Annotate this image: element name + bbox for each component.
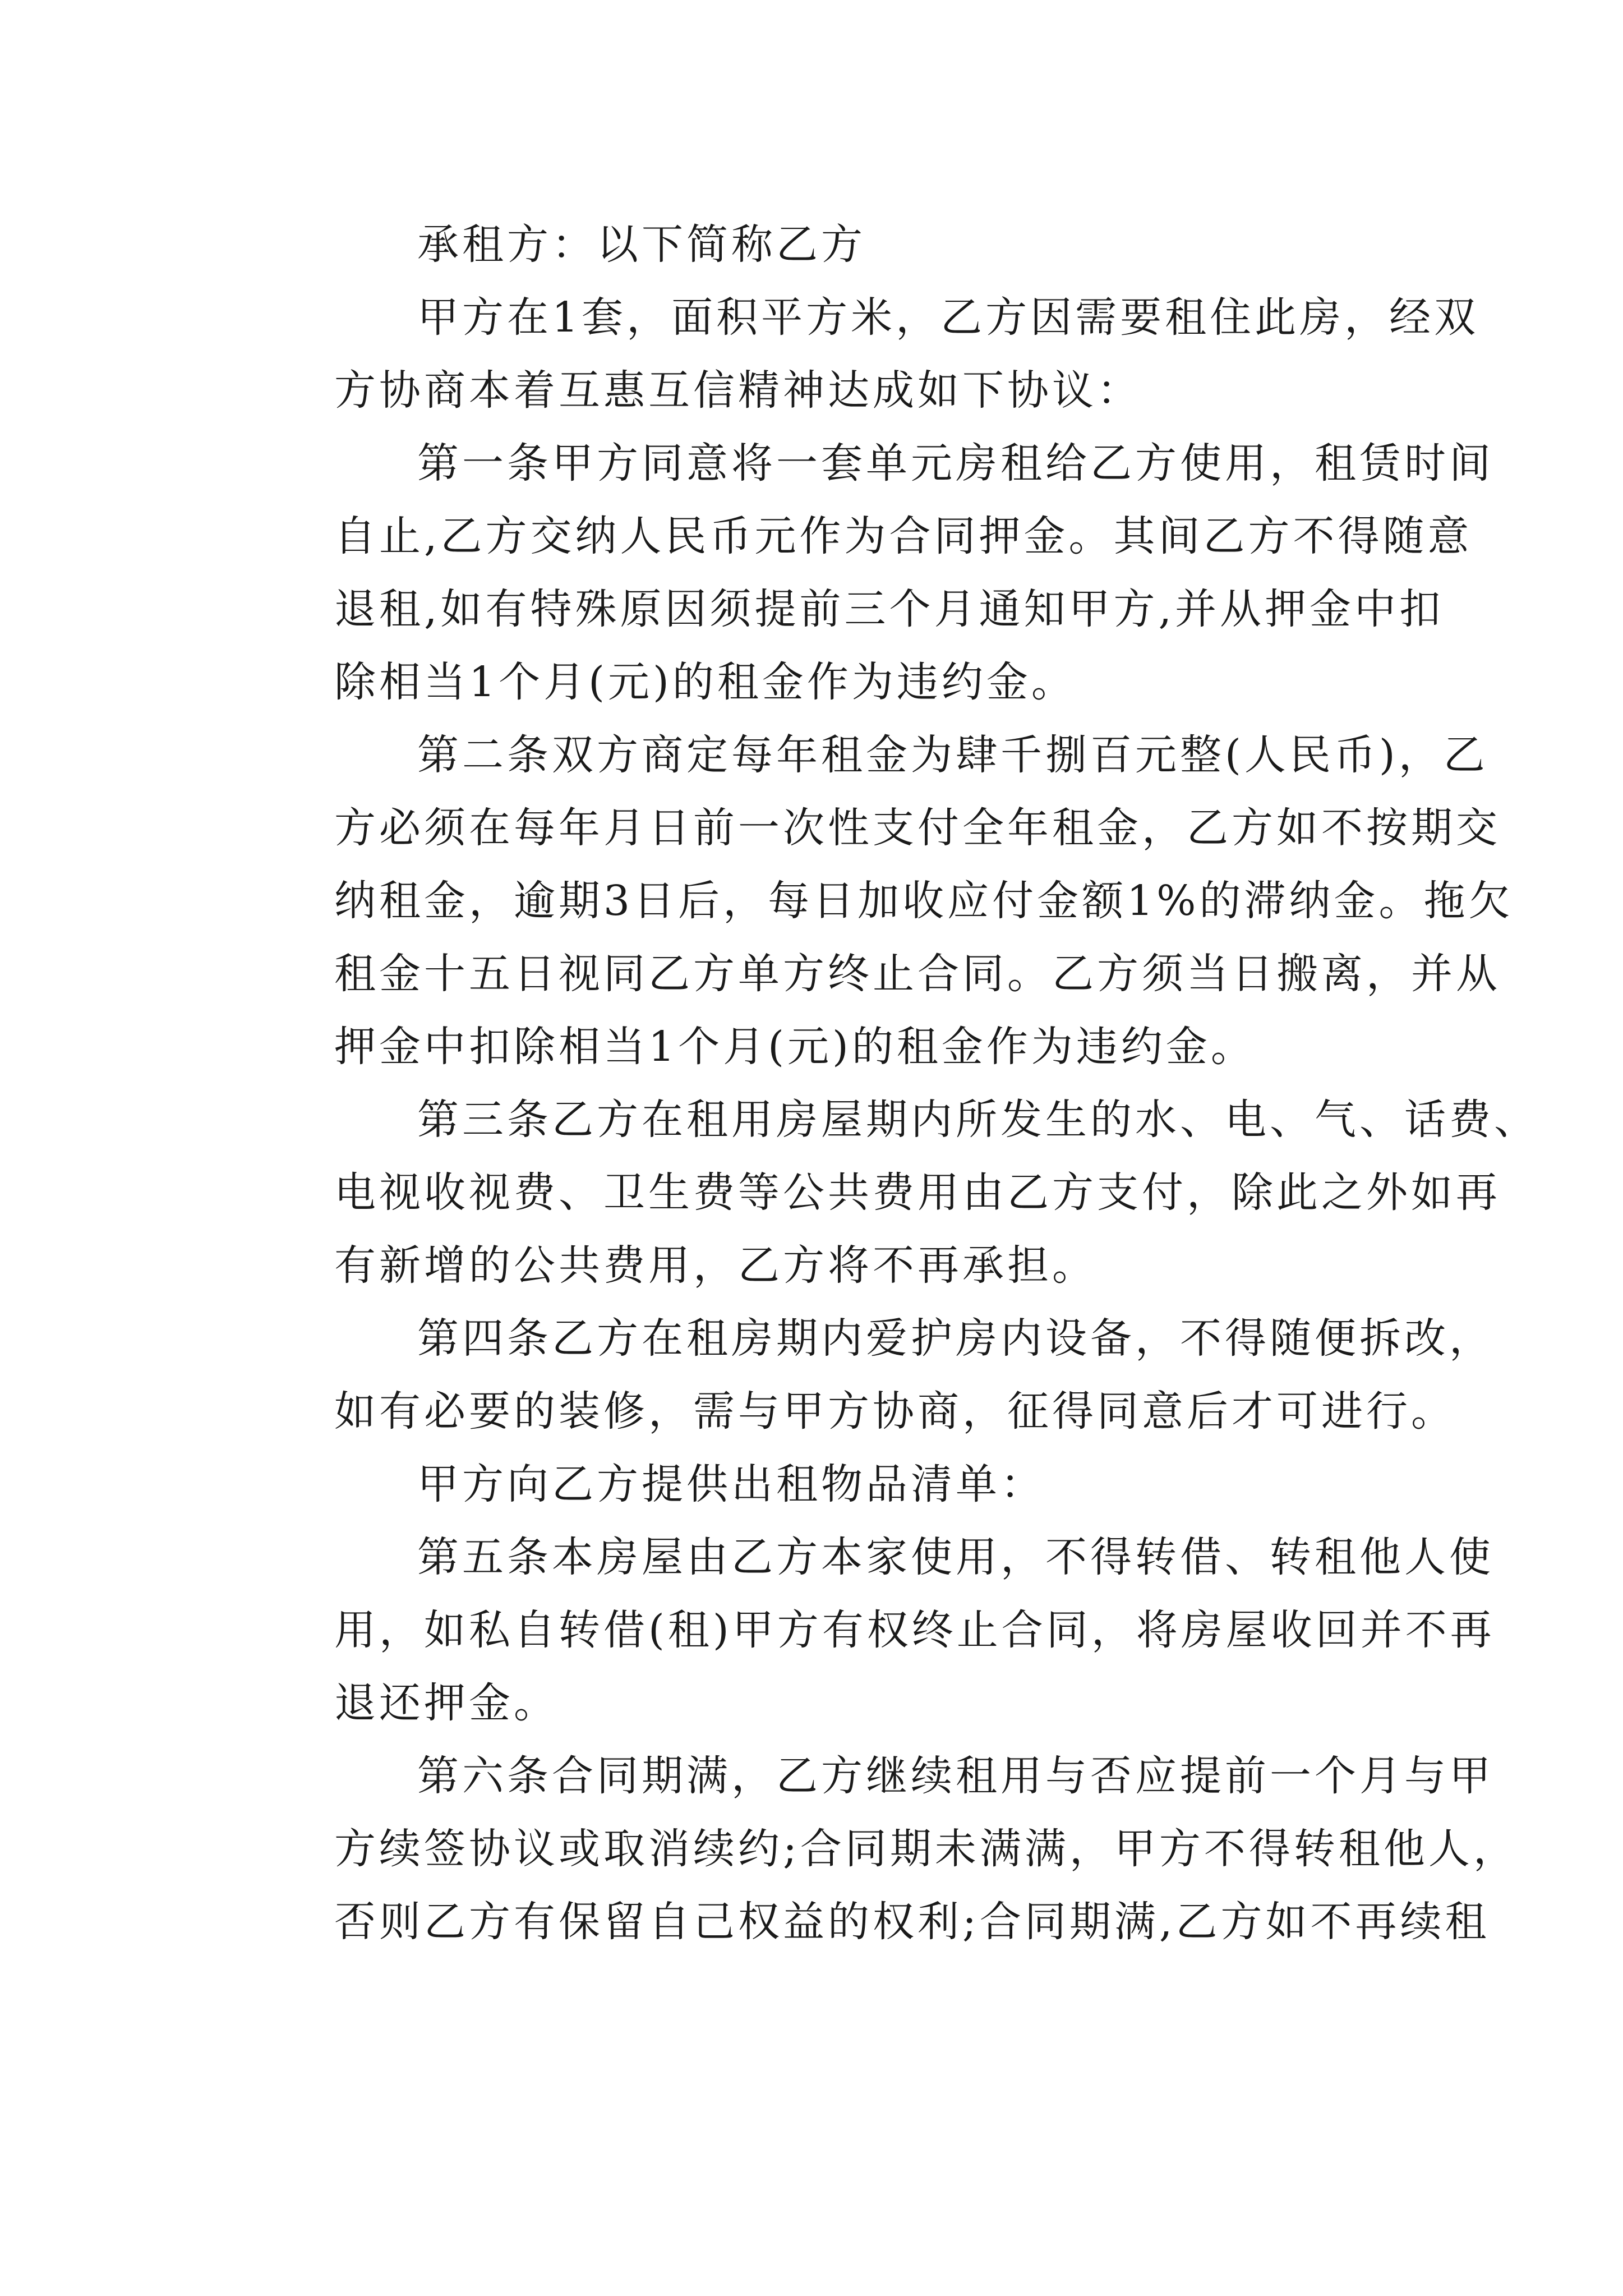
paragraph-article-1 (251, 427, 1494, 719)
text-line: 方续签协议或取消续约;合同期未满满，甲方不得转租他人， (334, 1825, 1518, 1873)
paragraph-inventory (251, 1448, 1384, 1521)
text-line: 租金十五日视同乙方单方终止合同。乙方须当日搬离，并从 (334, 950, 1501, 998)
text-line: 第三条乙方在租用房屋期内所发生的水、电、气、话费、 (417, 1096, 1539, 1144)
text-line: 用，如私自转借(租)甲方有权终止合同，将房屋收回并不再 (334, 1606, 1495, 1654)
text-line: 方必须在每年月日前一次性支付全年租金，乙方如不按期交 (334, 804, 1501, 852)
text-line: 第六条合同期满，乙方继续租用与否应提前一个月与甲 (417, 1752, 1494, 1800)
paragraph-lessee (251, 208, 1384, 281)
text-line: 纳租金，逾期3日后，每日加收应付金额1%的滞纳金。拖欠 (334, 877, 1514, 925)
text-line: 押金中扣除相当1个月(元)的租金作为违约金。 (334, 1023, 1256, 1071)
text-line: 第二条双方商定每年租金为肆千捌百元整(人民币)，乙 (417, 731, 1488, 779)
text-line: 退租,如有特殊原因须提前三个月通知甲方,并从押金中扣 (334, 585, 1445, 633)
contract-body (251, 208, 1539, 1958)
paragraph-preamble (251, 281, 1479, 427)
paragraph-article-5 (251, 1521, 1495, 1740)
paragraph-article-4 (251, 1302, 1494, 1448)
text-line: 第五条本房屋由乙方本家使用，不得转借、转租他人使 (417, 1533, 1494, 1581)
text-line: 第四条乙方在租房期内爱护房内设备，不得随便拆改， (417, 1314, 1494, 1363)
paragraph-article-2 (251, 719, 1514, 1083)
text-line: 方协商本着互惠互信精神达成如下协议： (334, 366, 1142, 415)
text-line: 甲方向乙方提供出租物品清单： (417, 1460, 1045, 1508)
text-line: 如有必要的装修，需与甲方协商，征得同意后才可进行。 (334, 1387, 1456, 1435)
text-line: 有新增的公共费用，乙方将不再承担。 (334, 1241, 1097, 1290)
text-line: 退还押金。 (334, 1679, 559, 1727)
text-line: 自止,乙方交纳人民币元作为合同押金。其间乙方不得随意 (334, 512, 1473, 560)
text-line: 甲方在1套，面积平方米，乙方因需要租住此房，经双 (417, 293, 1479, 342)
text-line: 否则乙方有保留自己权益的权利;合同期满,乙方如不再续租 (334, 1898, 1490, 1946)
text-line: 第一条甲方同意将一套单元房租给乙方使用，租赁时间 (417, 439, 1494, 487)
paragraph-article-3 (251, 1083, 1539, 1302)
text-line: 电视收视费、卫生费等公共费用由乙方支付，除此之外如再 (334, 1168, 1501, 1217)
paragraph-article-6 (251, 1740, 1518, 1958)
text-line: 除相当1个月(元)的租金作为违约金。 (334, 658, 1076, 706)
text-line: 承租方：以下简称乙方 (417, 220, 866, 269)
